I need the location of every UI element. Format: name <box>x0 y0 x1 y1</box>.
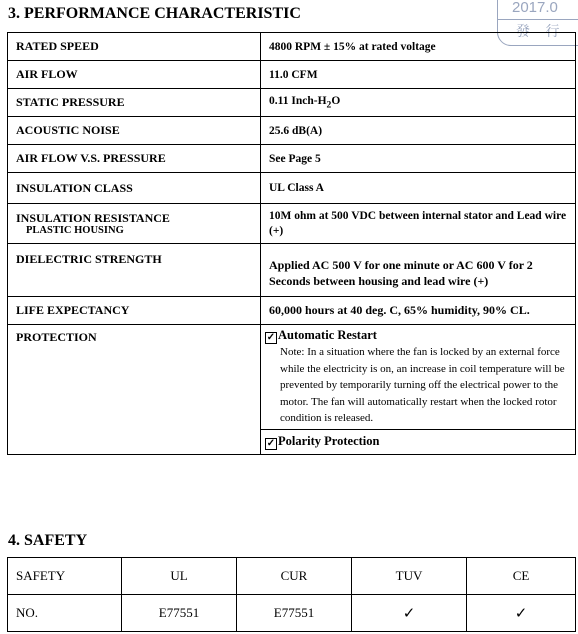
section-4-title: 4. SAFETY <box>8 532 88 549</box>
table-row <box>8 61 576 89</box>
protection-value <box>261 325 576 455</box>
row-sublabel: PLASTIC HOUSING <box>26 224 124 236</box>
row-label: RATED SPEED <box>8 33 261 61</box>
table-row <box>8 244 576 297</box>
safety-table <box>7 557 576 632</box>
table-row <box>8 325 576 455</box>
safety-header-cell: CUR <box>237 558 352 595</box>
table-row <box>8 173 576 204</box>
safety-header-cell: UL <box>122 558 237 595</box>
safety-header-cell: TUV <box>352 558 467 595</box>
row-value: 10M ohm at 500 VDC between internal stator and Lead wire (+) <box>261 204 576 244</box>
section-3-title: 3. PERFORMANCE CHARACTERISTIC <box>8 5 301 22</box>
performance-table <box>7 32 576 455</box>
row-label-group <box>8 204 261 244</box>
stamp-year: 2017.0 <box>512 0 558 16</box>
table-row <box>8 595 576 632</box>
table-row <box>8 145 576 173</box>
table-row <box>8 117 576 145</box>
checkbox-checked-icon: ✓ <box>266 437 276 449</box>
row-label: DIELECTRIC STRENGTH <box>8 244 261 297</box>
row-value: 25.6 dB(A) <box>261 117 576 145</box>
row-label: LIFE EXPECTANCY <box>8 297 261 325</box>
table-row <box>8 558 576 595</box>
check-icon: ✓ <box>467 595 576 632</box>
table-row <box>8 89 576 117</box>
restart-note: Note: In a situation where the fan is locked by an external force while the electricity is on, an increase in coil temperature will be prevented by temporarily turning off the electrical power to the motor. The fan will automatically restart when the locked rotor condition is released. <box>280 346 565 424</box>
row-value: UL Class A <box>261 173 576 204</box>
polarity-block <box>261 429 575 454</box>
restart-title: Automatic Restart <box>278 328 377 342</box>
safety-header-cell: SAFETY <box>8 558 122 595</box>
row-label: AIR FLOW V.S. PRESSURE <box>8 145 261 173</box>
row-value: 11.0 CFM <box>261 61 576 89</box>
safety-header-cell: CE <box>467 558 576 595</box>
check-icon: ✓ <box>352 595 467 632</box>
table-row <box>8 204 576 244</box>
safety-cell: E77551 <box>122 595 237 632</box>
row-value: See Page 5 <box>261 145 576 173</box>
row-value: 60,000 hours at 40 deg. C, 65% humidity, 90% CL. <box>261 297 576 325</box>
safety-cell: NO. <box>8 595 122 632</box>
checkbox-checked-icon: ✓ <box>266 332 276 343</box>
stamp-chars: 發 行 <box>516 25 566 40</box>
row-label: INSULATION CLASS <box>8 173 261 204</box>
row-label: STATIC PRESSURE <box>8 89 261 117</box>
row-value: 0.11 Inch-$H_2O$ <box>261 89 576 117</box>
safety-cell: E77551 <box>237 595 352 632</box>
polarity-title-line <box>265 434 575 450</box>
stamp-divider <box>498 19 578 20</box>
row-value: 4800 RPM ± 15% at rated voltage <box>261 33 576 61</box>
table-row <box>8 33 576 61</box>
restart-title-line <box>265 328 575 344</box>
row-label: ACOUSTIC NOISE <box>8 117 261 145</box>
row-label: PROTECTION <box>8 325 261 455</box>
polarity-title: Polarity Protection <box>278 433 380 448</box>
row-label: AIR FLOW <box>8 61 261 89</box>
row-label: INSULATION RESISTANCE <box>16 210 170 225</box>
restart-block <box>261 325 575 427</box>
table-row <box>8 297 576 325</box>
row-value: Applied AC 500 V for one minute or AC 600 V for 2 Seconds between housing and lead wire (+) <box>261 244 576 297</box>
